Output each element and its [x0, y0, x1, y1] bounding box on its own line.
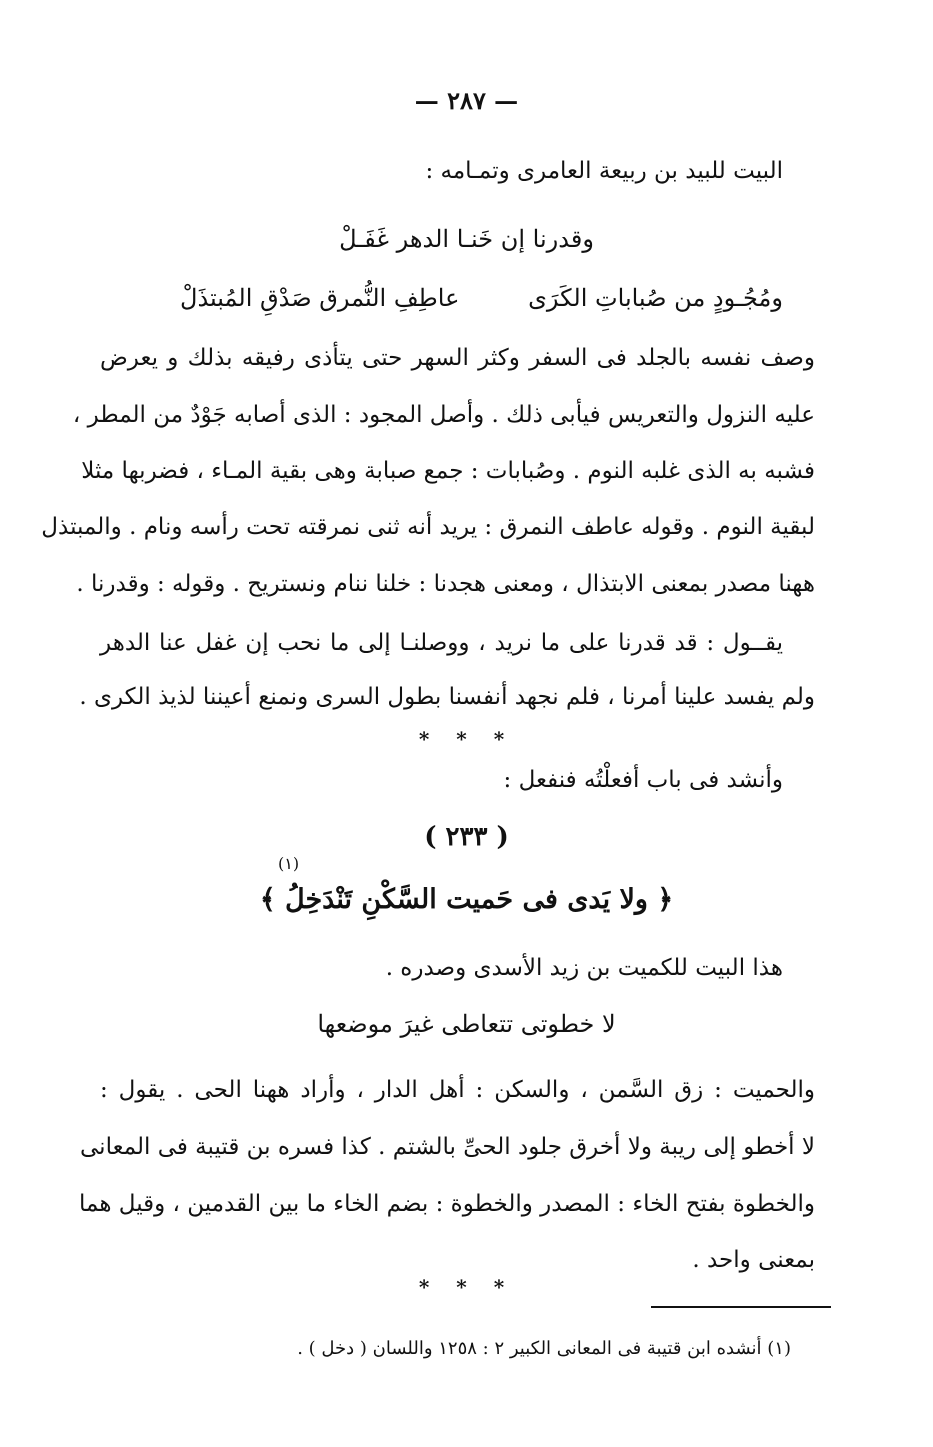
entry-heading: ﴿ ولا يَدى فى حَميت السَّكْنِ تَنْدَخِلُ ﴾ [259, 884, 674, 915]
verse-intro: البيت للبيد بن ربيعة العامرى وتمـامه : [425, 158, 783, 184]
entry-number: ( ٢٣٣ ) [424, 822, 509, 852]
prose-line: بمعنى واحد . [692, 1247, 815, 1273]
prose-line: يقــول : قد قدرنا على ما نريد ، ووصلنـا إلى ما نحب إن غفل عنا الدهر [100, 630, 783, 656]
verse-first-hemistich: لا خطوتى تتعاطى غيرَ موضعها [317, 1010, 616, 1038]
verse-hemistich-left: عاطِفِ النُّمرق صَدْقِ المُبتذَلْ [180, 284, 460, 312]
prose-line: ههنا مصدر بمعنى الابتذال ، ومعنى هجدنا : خلنا ننام ونستريح . وقوله : وقدرنا . [76, 571, 815, 597]
prose-line: ولم يفسد علينا أمرنا ، فلم نجهد أنفسنا بطول السرى ونمنع أعيننا لذيذ الكرى . [79, 684, 815, 710]
page-number: — ٢٨٧ — [414, 86, 519, 115]
prose-line: وصف نفسه بالجلد فى السفر وكثر السهر حتى يتأذى رفيقه بذلك و يعرض [100, 345, 815, 371]
verse-first-line: وقدرنا إن خَنـا الدهر غَفَـلْ [339, 225, 594, 253]
section-separator: * * * [418, 727, 515, 751]
prose-line: فشبه به الذى غلبه النوم . وصُبابات : جمع صبابة وهى بقية المـاء ، فضربها مثلا [81, 458, 815, 484]
prose-line: لا أخطو إلى ريبة ولا أخرق جلود الحىِّ بالشتم . كذا فسره بن قتيبة فى المعانى [80, 1134, 815, 1160]
section-separator: * * * [418, 1275, 515, 1299]
footnote-text: (١) أنشده ابن قتيبة فى المعانى الكبير ٢ : ١٢٥٨ واللسان ( دخل ) . [297, 1338, 791, 1359]
prose-line: والحميت : زق السَّمن ، والسكن : أهل الدار ، وأراد ههنا الحى . يقول : [100, 1077, 815, 1103]
prose-line: لبقية النوم . وقوله عاطف النمرق : يريد أنه ثنى نمرقته تحت رأسه ونام . والمبتذل [41, 514, 815, 540]
verse-attribution: هذا البيت للكميت بن زيد الأسدى وصدره . [385, 955, 783, 981]
chapter-intro: وأنشد فى باب أفعلْتُه فنفعل : [503, 767, 783, 793]
footnote-divider [651, 1306, 831, 1308]
prose-line: والخطوة بفتح الخاء : المصدر والخطوة : بضم الخاء ما بين القدمين ، وقيل هما [79, 1191, 815, 1217]
prose-line: عليه النزول والتعريس فيأبى ذلك . وأصل المجود : الذى أصابه جَوْدٌ من المطر ، [72, 402, 815, 428]
verse-hemistich-right: ومُجُـودٍ من صُباباتِ الكَرَى [528, 284, 783, 312]
footnote-reference: (١) [278, 854, 300, 873]
